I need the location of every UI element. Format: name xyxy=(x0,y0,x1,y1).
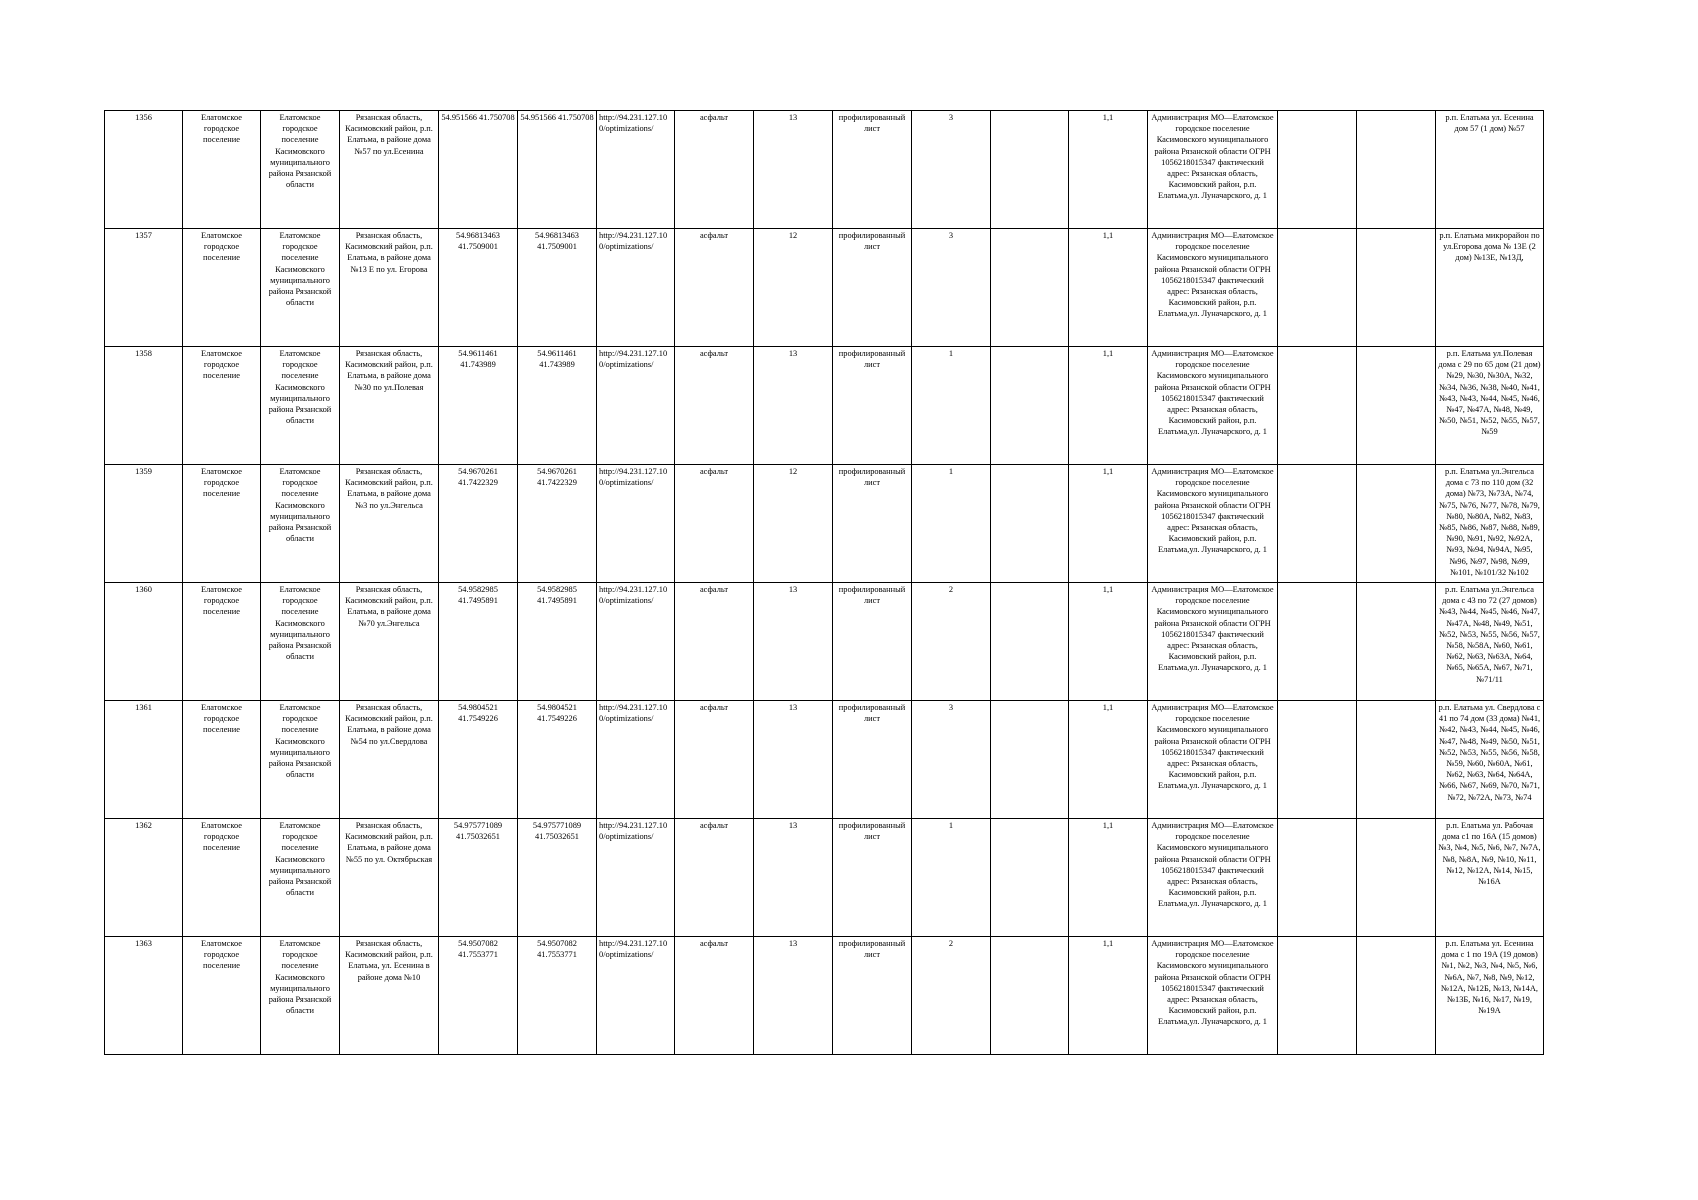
empty-cell xyxy=(1357,583,1436,701)
municipality-cell: Елатомское городское поселение Касимовского муниципального района Рязанской области xyxy=(261,583,340,701)
empty-cell xyxy=(991,465,1069,583)
container-count-cell: 3 xyxy=(912,229,991,347)
map-link-cell: http://94.231.127.100/optimizations/ xyxy=(597,229,675,347)
owner-cell: Администрация МО—Елатомское городское поселение Касимовского муниципального района Рязанской области ОГРН 1056218015347 фактический адрес: Рязанская область, Касимовский район, р.п. Елатьма,ул. Луначарского, д. 1 xyxy=(1148,229,1278,347)
coordinates-cell: 54.96813463 41.7509001 xyxy=(518,229,597,347)
empty-cell xyxy=(1278,347,1357,465)
surface-type-cell: асфальт xyxy=(675,819,754,937)
row-number-cell: 1358 xyxy=(105,347,183,465)
latitude-longitude-cell: 54.9582985 41.7495891 xyxy=(439,583,518,701)
settlement-cell: Елатомское городское поселение xyxy=(183,819,261,937)
surface-type-cell: асфальт xyxy=(675,347,754,465)
fence-material-cell: профилированный лист xyxy=(833,937,912,1055)
area-cell: 12 xyxy=(754,465,833,583)
empty-cell xyxy=(1357,111,1436,229)
municipality-cell: Елатомское городское поселение Касимовского муниципального района Рязанской области xyxy=(261,229,340,347)
latitude-longitude-cell: 54.9611461 41.743989 xyxy=(439,347,518,465)
fence-material-cell: профилированный лист xyxy=(833,229,912,347)
area-cell: 13 xyxy=(754,111,833,229)
empty-cell xyxy=(991,937,1069,1055)
settlement-cell: Елатомское городское поселение xyxy=(183,937,261,1055)
surface-type-cell: асфальт xyxy=(675,937,754,1055)
map-link-cell: http://94.231.127.100/optimizations/ xyxy=(597,465,675,583)
owner-cell: Администрация МО—Елатомское городское поселение Касимовского муниципального района Рязанской области ОГРН 1056218015347 фактический адрес: Рязанская область, Касимовский район, р.п. Елатьма,ул. Луначарского, д. 1 xyxy=(1148,465,1278,583)
empty-cell xyxy=(991,819,1069,937)
address-cell: Рязанская область, Касимовский район, р.п. Елатьма, в районе дома №70 ул.Энгельса xyxy=(340,583,439,701)
empty-cell xyxy=(1357,819,1436,937)
municipality-cell: Елатомское городское поселение Касимовского муниципального района Рязанской области xyxy=(261,347,340,465)
owner-cell: Администрация МО—Елатомское городское поселение Касимовского муниципального района Рязанской области ОГРН 1056218015347 фактический адрес: Рязанская область, Касимовский район, р.п. Елатьма,ул. Луначарского, д. 1 xyxy=(1148,347,1278,465)
waste-sources-cell: р.п. Елатьма ул. Есенина дом 57 (1 дом) №57 xyxy=(1436,111,1544,229)
area-cell: 13 xyxy=(754,347,833,465)
waste-sources-cell: р.п. Елатьма ул. Рабочая дома с1 по 16А (15 домов) №3, №4, №5, №6, №7, №7А, №8, №8А, №9, №10, №11, №12, №12А, №14, №15, №16А xyxy=(1436,819,1544,937)
map-link-cell: http://94.231.127.100/optimizations/ xyxy=(597,347,675,465)
table-row xyxy=(105,465,1544,583)
container-volume-cell: 1,1 xyxy=(1069,937,1148,1055)
area-cell: 13 xyxy=(754,583,833,701)
coordinates-cell: 54.975771089 41.75032651 xyxy=(518,819,597,937)
container-count-cell: 3 xyxy=(912,701,991,819)
settlement-cell: Елатомское городское поселение xyxy=(183,583,261,701)
empty-cell xyxy=(991,583,1069,701)
container-count-cell: 1 xyxy=(912,347,991,465)
row-number-cell: 1356 xyxy=(105,111,183,229)
surface-type-cell: асфальт xyxy=(675,111,754,229)
coordinates-cell: 54.9670261 41.7422329 xyxy=(518,465,597,583)
fence-material-cell: профилированный лист xyxy=(833,111,912,229)
empty-cell xyxy=(1357,229,1436,347)
municipality-cell: Елатомское городское поселение Касимовского муниципального района Рязанской области xyxy=(261,701,340,819)
row-number-cell: 1362 xyxy=(105,819,183,937)
container-volume-cell: 1,1 xyxy=(1069,111,1148,229)
coordinates-cell: 54.9582985 41.7495891 xyxy=(518,583,597,701)
map-link-cell: http://94.231.127.100/optimizations/ xyxy=(597,701,675,819)
table-row xyxy=(105,111,1544,229)
settlement-cell: Елатомское городское поселение xyxy=(183,111,261,229)
owner-cell: Администрация МО—Елатомское городское поселение Касимовского муниципального района Рязанской области ОГРН 1056218015347 фактический адрес: Рязанская область, Касимовский район, р.п. Елатьма,ул. Луначарского, д. 1 xyxy=(1148,111,1278,229)
row-number-cell: 1361 xyxy=(105,701,183,819)
waste-sources-cell: р.п. Елатьма ул. Есенина дома с 1 по 19А (19 домов) №1, №2, №3, №4, №5, №6, №6А, №7, №8, №9, №12, №12А, №12Б, №13, №14А, №13Б, №16, №17, №19, №19А xyxy=(1436,937,1544,1055)
settlement-cell: Елатомское городское поселение xyxy=(183,229,261,347)
fence-material-cell: профилированный лист xyxy=(833,819,912,937)
area-cell: 13 xyxy=(754,937,833,1055)
table-row xyxy=(105,819,1544,937)
empty-cell xyxy=(1357,937,1436,1055)
latitude-longitude-cell: 54.9670261 41.7422329 xyxy=(439,465,518,583)
waste-sources-cell: р.п. Елатьма ул.Полевая дома с 29 по 65 дом (21 дом) №29, №30, №30А, №32, №34, №36, №38, №40, №41, №43, №43, №44, №45, №46, №47, №47А, №48, №49, №50, №51, №52, №55, №57, №59 xyxy=(1436,347,1544,465)
surface-type-cell: асфальт xyxy=(675,229,754,347)
address-cell: Рязанская область, Касимовский район, р.п. Елатьма, в районе дома №30 по ул.Полевая xyxy=(340,347,439,465)
row-number-cell: 1359 xyxy=(105,465,183,583)
map-link-cell: http://94.231.127.100/optimizations/ xyxy=(597,111,675,229)
address-cell: Рязанская область, Касимовский район, р.п. Елатьма, в районе дома №55 по ул. Октябрьская xyxy=(340,819,439,937)
settlement-cell: Елатомское городское поселение xyxy=(183,347,261,465)
container-volume-cell: 1,1 xyxy=(1069,229,1148,347)
area-cell: 13 xyxy=(754,819,833,937)
fence-material-cell: профилированный лист xyxy=(833,465,912,583)
table-row xyxy=(105,229,1544,347)
waste-sources-cell: р.п. Елатьма ул. Свердлова с 41 по 74 дом (33 дома) №41, №42, №43, №44, №45, №46, №47, №48, №49, №50, №51, №52, №53, №55, №56, №58, №59, №60, №60А, №61, №62, №63, №64, №64А, №66, №67, №69, №70, №71, №72, №72А, №73, №74 xyxy=(1436,701,1544,819)
address-cell: Рязанская область, Касимовский район, р.п. Елатьма, в районе дома №13 Е по ул. Егорова xyxy=(340,229,439,347)
table-row xyxy=(105,701,1544,819)
latitude-longitude-cell: 54.96813463 41.7509001 xyxy=(439,229,518,347)
row-number-cell: 1360 xyxy=(105,583,183,701)
empty-cell xyxy=(991,347,1069,465)
surface-type-cell: асфальт xyxy=(675,701,754,819)
container-count-cell: 2 xyxy=(912,583,991,701)
row-number-cell: 1363 xyxy=(105,937,183,1055)
coordinates-cell: 54.9804521 41.7549226 xyxy=(518,701,597,819)
container-volume-cell: 1,1 xyxy=(1069,701,1148,819)
container-count-cell: 2 xyxy=(912,937,991,1055)
waste-sources-cell: р.п. Елатьма ул.Энгельса дома с 73 по 110 дом (32 дома) №73, №73А, №74, №75, №76, №77, №78, №79, №80, №80А, №82, №83, №85, №86, №87, №88, №89, №90, №91, №92, №92А, №93, №94, №94А, №95, №96, №97, №98, №99, №101, №101/32 №102 xyxy=(1436,465,1544,583)
municipality-cell: Елатомское городское поселение Касимовского муниципального района Рязанской области xyxy=(261,819,340,937)
surface-type-cell: асфальт xyxy=(675,465,754,583)
empty-cell xyxy=(1278,819,1357,937)
container-count-cell: 3 xyxy=(912,111,991,229)
owner-cell: Администрация МО—Елатомское городское поселение Касимовского муниципального района Рязанской области ОГРН 1056218015347 фактический адрес: Рязанская область, Касимовский район, р.п. Елатьма,ул. Луначарского, д. 1 xyxy=(1148,583,1278,701)
latitude-longitude-cell: 54.9507082 41.7553771 xyxy=(439,937,518,1055)
address-cell: Рязанская область, Касимовский район, р.п. Елатьма, в районе дома №57 по ул.Есенина xyxy=(340,111,439,229)
coordinates-cell: 54.9611461 41.743989 xyxy=(518,347,597,465)
owner-cell: Администрация МО—Елатомское городское поселение Касимовского муниципального района Рязанской области ОГРН 1056218015347 фактический адрес: Рязанская область, Касимовский район, р.п. Елатьма,ул. Луначарского, д. 1 xyxy=(1148,701,1278,819)
container-count-cell: 1 xyxy=(912,465,991,583)
map-link-cell: http://94.231.127.100/optimizations/ xyxy=(597,819,675,937)
empty-cell xyxy=(991,229,1069,347)
empty-cell xyxy=(1357,465,1436,583)
table-row xyxy=(105,583,1544,701)
container-volume-cell: 1,1 xyxy=(1069,819,1148,937)
municipality-cell: Елатомское городское поселение Касимовского муниципального района Рязанской области xyxy=(261,111,340,229)
map-link-cell: http://94.231.127.100/optimizations/ xyxy=(597,583,675,701)
waste-sources-cell: р.п. Елатьма ул.Энгельса дома с 43 по 72 (27 домов) №43, №44, №45, №46, №47, №47А, №48, №49, №51, №52, №53, №55, №56, №57, №58, №58А, №60, №61, №62, №63, №63А, №64, №65, №65А, №67, №71, №71/11 xyxy=(1436,583,1544,701)
empty-cell xyxy=(1278,937,1357,1055)
empty-cell xyxy=(1278,583,1357,701)
table-row xyxy=(105,347,1544,465)
coordinates-cell: 54.951566 41.750708 xyxy=(518,111,597,229)
fence-material-cell: профилированный лист xyxy=(833,701,912,819)
row-number-cell: 1357 xyxy=(105,229,183,347)
municipality-cell: Елатомское городское поселение Касимовского муниципального района Рязанской области xyxy=(261,465,340,583)
empty-cell xyxy=(1278,701,1357,819)
empty-cell xyxy=(1278,465,1357,583)
fence-material-cell: профилированный лист xyxy=(833,583,912,701)
container-volume-cell: 1,1 xyxy=(1069,583,1148,701)
empty-cell xyxy=(1357,347,1436,465)
empty-cell xyxy=(1278,229,1357,347)
waste-sources-cell: р.п. Елатьма микрорайон по ул.Егорова дома № 13Е (2 дом) №13Е, №13Д, xyxy=(1436,229,1544,347)
latitude-longitude-cell: 54.9804521 41.7549226 xyxy=(439,701,518,819)
area-cell: 13 xyxy=(754,701,833,819)
table-body xyxy=(105,111,1544,1055)
address-cell: Рязанская область, Касимовский район, р.п. Елатьма, в районе дома №54 по ул.Свердлова xyxy=(340,701,439,819)
owner-cell: Администрация МО—Елатомское городское поселение Касимовского муниципального района Рязанской области ОГРН 1056218015347 фактический адрес: Рязанская область, Касимовский район, р.п. Елатьма,ул. Луначарского, д. 1 xyxy=(1148,819,1278,937)
empty-cell xyxy=(1278,111,1357,229)
address-cell: Рязанская область, Касимовский район, р.п. Елатьма, ул. Есенина в районе дома №10 xyxy=(340,937,439,1055)
container-volume-cell: 1,1 xyxy=(1069,465,1148,583)
area-cell: 12 xyxy=(754,229,833,347)
municipality-cell: Елатомское городское поселение Касимовского муниципального района Рязанской области xyxy=(261,937,340,1055)
surface-type-cell: асфальт xyxy=(675,583,754,701)
container-volume-cell: 1,1 xyxy=(1069,347,1148,465)
latitude-longitude-cell: 54.975771089 41.75032651 xyxy=(439,819,518,937)
fence-material-cell: профилированный лист xyxy=(833,347,912,465)
container-count-cell: 1 xyxy=(912,819,991,937)
map-link-cell: http://94.231.127.100/optimizations/ xyxy=(597,937,675,1055)
empty-cell xyxy=(1357,701,1436,819)
registry-table xyxy=(104,110,1544,1055)
coordinates-cell: 54.9507082 41.7553771 xyxy=(518,937,597,1055)
latitude-longitude-cell: 54.951566 41.750708 xyxy=(439,111,518,229)
empty-cell xyxy=(991,701,1069,819)
empty-cell xyxy=(991,111,1069,229)
address-cell: Рязанская область, Касимовский район, р.п. Елатьма, в районе дома №3 по ул.Энгельса xyxy=(340,465,439,583)
owner-cell: Администрация МО—Елатомское городское поселение Касимовского муниципального района Рязанской области ОГРН 1056218015347 фактический адрес: Рязанская область, Касимовский район, р.п. Елатьма,ул. Луначарского, д. 1 xyxy=(1148,937,1278,1055)
table-row xyxy=(105,937,1544,1055)
settlement-cell: Елатомское городское поселение xyxy=(183,465,261,583)
settlement-cell: Елатомское городское поселение xyxy=(183,701,261,819)
